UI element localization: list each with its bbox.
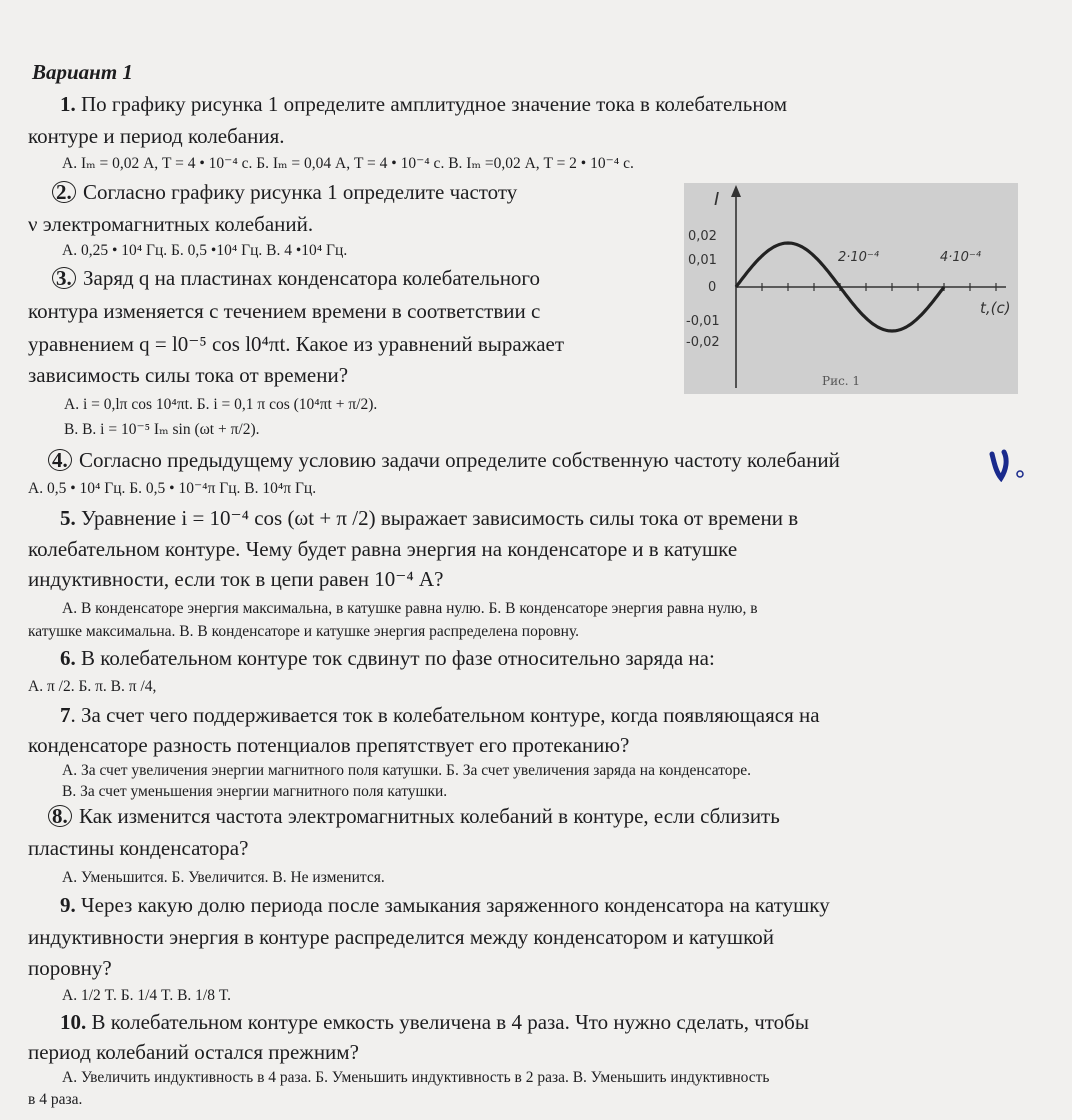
question-2-line-2: ν электромагнитных колебаний. [28,212,314,236]
question-5-answers-1: А. В конденсаторе энергия максимальна, в катушке равна нулю. Б. В конденсаторе энергия равна нулю, в [62,600,758,617]
question-4-text: Согласно предыдущему условию задачи определите собственную частоту колебаний [73,448,840,472]
question-10-answers-1: А. Увеличить индуктивность в 4 раза. Б. Уменьшить индуктивность в 2 раза. В. Уменьшить индуктивность [62,1069,770,1086]
question-6-answers: А. π /2. Б. π. В. π /4, [28,678,157,695]
y-tick-0.01: 0,01 [688,253,717,268]
y-axis-arrow [731,185,741,197]
question-3-line-3: уравнением q = l0⁻⁵ cos l0⁴πt. Какое из уравнений выражает [28,332,565,356]
question-7-line-2: конденсаторе разность потенциалов препятствует его протеканию? [28,733,630,757]
question-7-answers-2: В. За счет уменьшения энергии магнитного поля катушки. [62,783,448,800]
question-6-text: В колебательном контуре ток сдвинут по фазе относительно заряда на: [75,646,715,670]
question-8-line-2: пластины конденсатора? [28,836,249,860]
question-5-text: Уравнение i = 10⁻⁴ cos (ωt + π /2) выражает зависимость силы тока от времени в [75,506,799,530]
question-10-line-2: период колебаний остался прежним? [28,1040,359,1064]
question-3-line-2: контура изменяется с течением времени в соответствии с [28,299,541,323]
question-5-line-2: колебательном контуре. Чему будет равна энергия на конденсаторе и в катушке [28,537,738,561]
question-10-number: 10. [60,1010,87,1034]
question-2-line-1 [52,180,517,205]
question-10-line-1 [60,1010,809,1035]
y-tick-0: 0 [708,280,717,295]
question-7-line-1 [60,703,820,728]
question-3-text: Заряд q на пластинах конденсатора колебательного [77,266,541,290]
question-4-number: 4. [48,449,72,471]
question-1-line-1 [60,92,787,117]
question-2-number: 2. [52,181,76,203]
question-9-line-3: поровну? [28,956,112,980]
question-3-answers-2: В. В. i = 10⁻⁵ Iₘ sin (ωt + π/2). [64,421,260,438]
question-10-text: В колебательном контуре емкость увеличена в 4 раза. Что нужно сделать, чтобы [86,1010,809,1034]
question-4-line-1 [48,448,840,473]
question-1-line-2: контуре и период колебания. [28,124,285,148]
x-tick-label-2e-4: 2·10⁻⁴ [838,250,880,265]
question-5-line-3: индуктивности, если ток в цепи равен 10⁻⁴ А? [28,567,444,591]
question-2-answers: А. 0,25 • 10⁴ Гц. Б. 0,5 •10⁴ Гц. В. 4 •10⁴ Гц. [62,242,348,259]
figure-1-graph [684,183,1018,394]
figure-caption: Рис. 1 [822,374,861,388]
question-8-number: 8. [48,805,72,827]
y-axis-label: I [714,189,720,210]
handwritten-nu-mark-icon [988,448,1028,482]
question-10-answers-2: в 4 раза. [28,1091,83,1108]
question-1-number: 1. [60,92,76,116]
question-3-number: 3. [52,267,76,289]
question-3-line-1 [52,266,540,291]
question-2-text: Согласно графику рисунка 1 определите частоту [77,180,518,204]
question-1-text: По графику рисунка 1 определите амплитудное значение тока в колебательном [75,92,787,116]
question-5-line-1 [60,506,798,531]
y-tick-0.02: 0,02 [688,229,717,244]
question-3-line-4: зависимость силы тока от времени? [28,363,349,387]
question-7-number: 7 [60,703,71,727]
y-tick-minus-0.02: -0,02 [686,335,720,350]
question-4-answers: А. 0,5 • 10⁴ Гц. Б. 0,5 • 10⁻⁴π Гц. В. 10⁴π Гц. [28,480,317,497]
question-8-answers: А. Уменьшится. Б. Увеличится. В. Не изменится. [62,869,385,886]
question-5-answers-2: катушке максимальна. В. В конденсаторе и катушке энергия распределена поровну. [28,623,580,640]
question-5-number: 5. [60,506,76,530]
question-9-text: Через какую долю периода после замыкания заряженного конденсатора на катушку [75,893,830,917]
x-tick-label-4e-4: 4·10⁻⁴ [940,250,982,265]
question-9-line-1 [60,893,830,918]
question-9-number: 9. [60,893,76,917]
question-6-line-1 [60,646,715,671]
question-9-line-2: индуктивности энергия в контуре распределится между конденсатором и катушкой [28,925,774,949]
current-time-graph [684,183,1018,394]
question-3-answers-1: А. i = 0,lπ cos 10⁴πt. Б. i = 0,1 π cos (10⁴πt + π/2). [64,396,378,413]
question-1-answers: А. Iₘ = 0,02 А, T = 4 • 10⁻⁴ с. Б. Iₘ = 0,04 А, T = 4 • 10⁻⁴ с. В. Iₘ =0,02 А, T = 2 • 10⁻⁴ с. [62,155,634,172]
question-7-answers-1: А. За счет увеличения энергии магнитного поля катушки. Б. За счет увеличения заряда на конденсаторе. [62,762,752,779]
question-8-text: Как изменится частота электромагнитных колебаний в контуре, если сблизить [73,804,780,828]
question-8-line-1 [48,804,780,829]
x-axis-label: t,(с) [980,299,1011,317]
variant-title: Вариант 1 [32,60,133,84]
question-9-answers: А. 1/2 T. Б. 1/4 T. В. 1/8 T. [62,987,232,1004]
question-7-text: . За счет чего поддерживается ток в колебательном контуре, когда появляющаяся на [70,703,820,727]
y-tick-minus-0.01: -0,01 [686,314,720,329]
question-6-number: 6. [60,646,76,670]
